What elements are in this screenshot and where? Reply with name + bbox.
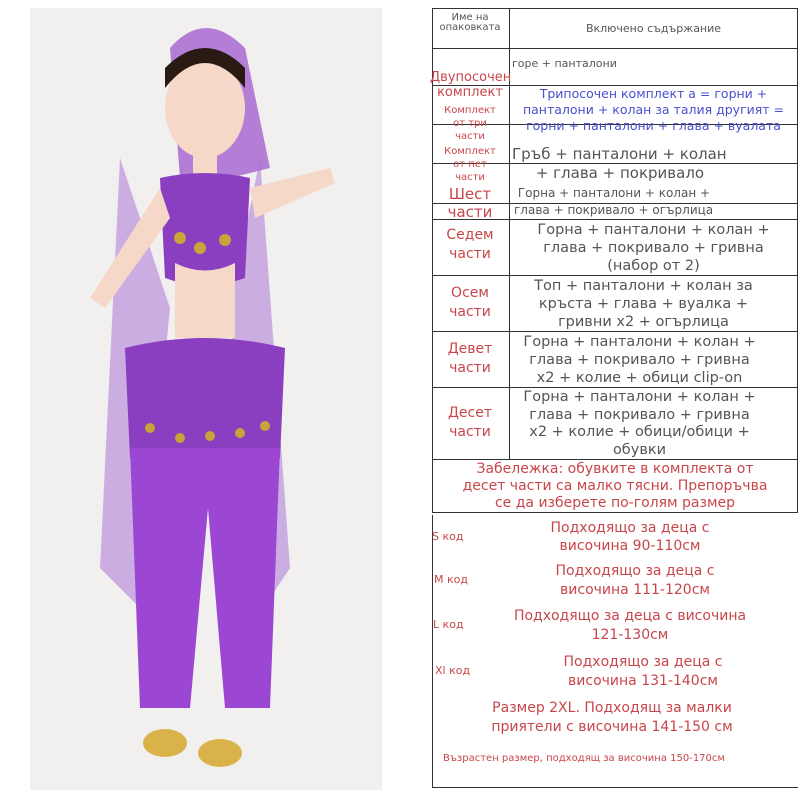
row-contents-nine: Горна + панталони + колан + глава + покривало + гривна x2 + колие + обици clip-on [523, 334, 756, 386]
row-contents-two: горе + панталони [512, 57, 617, 70]
row-divider [432, 387, 798, 388]
row-contents-seven: Горна + панталони + колан + глава + покривало + гривна (набор от 2) [537, 222, 770, 274]
size-desc-s: Подходящо за деца с височина 90-110см [550, 520, 710, 554]
size-code-l: L код [433, 618, 464, 631]
row-divider [432, 459, 798, 460]
header-package-name: Име на опаковката [439, 12, 501, 33]
size-desc-l: Подходящо за деца с височина 121-130см [513, 608, 747, 643]
row-name-five: Комплект от пет части [444, 146, 496, 183]
table-border-bottom [432, 512, 798, 513]
row-divider [432, 275, 798, 276]
size-desc-2xl: Размер 2XL. Подходящ за малки приятели с височина 141-150 см [491, 700, 733, 735]
row-divider [432, 331, 798, 332]
size-code-xl: Xl код [435, 664, 471, 677]
size-desc-xl: Подходящо за деца с височина 131-140см [563, 654, 723, 689]
size-code-m: M код [434, 573, 468, 586]
shoe-size-note: Забележка: обувките в комплекта от десет части са малко тясни. Препоръчва се да изберете по-голям размер [462, 461, 768, 511]
row-name-seven: Седем части [446, 227, 494, 262]
product-photo [30, 8, 382, 790]
row-contents-five: Гръб + панталони + колан + глава + покривало [512, 145, 727, 182]
row-name-three: Комплект от три части [444, 105, 496, 142]
size-desc-m: Подходящо за деца с височина 111-120см [555, 563, 715, 598]
row-divider [432, 8, 798, 9]
table-border-right [797, 8, 798, 512]
row-name-two: Двупосочен комплект [430, 70, 512, 100]
row-contents-eight: Топ + панталони + колан за кръста + глава + вуалка + гривни x2 + огърлица [534, 278, 753, 330]
size-chart-border-left [432, 515, 433, 788]
row-contents-six: Горна + панталони + колан + глава + покривало + огърлица [514, 186, 714, 217]
girl-costume-illustration [30, 8, 382, 790]
size-code-s: S код [432, 530, 464, 543]
row-name-six: Шест части [447, 185, 493, 221]
row-name-nine: Девет части [447, 341, 493, 376]
row-contents-ten: Горна + панталони + колан + глава + покривало + гривна x2 + колие + обици/обици + обувки [523, 389, 756, 458]
row-name-eight: Осем части [449, 285, 491, 320]
adult-size-note: Възрастен размер, подходящ за височина 150-170см [443, 753, 725, 764]
header-contents: Включено съдържание [585, 22, 722, 35]
row-divider [432, 48, 798, 49]
row-contents-three: Трипосочен комплект а = горни + панталони + колан за талия другият = горни + панталони + глава + вуалата [522, 86, 785, 133]
size-chart-border-bottom [432, 787, 798, 788]
row-name-ten: Десет части [447, 405, 493, 440]
